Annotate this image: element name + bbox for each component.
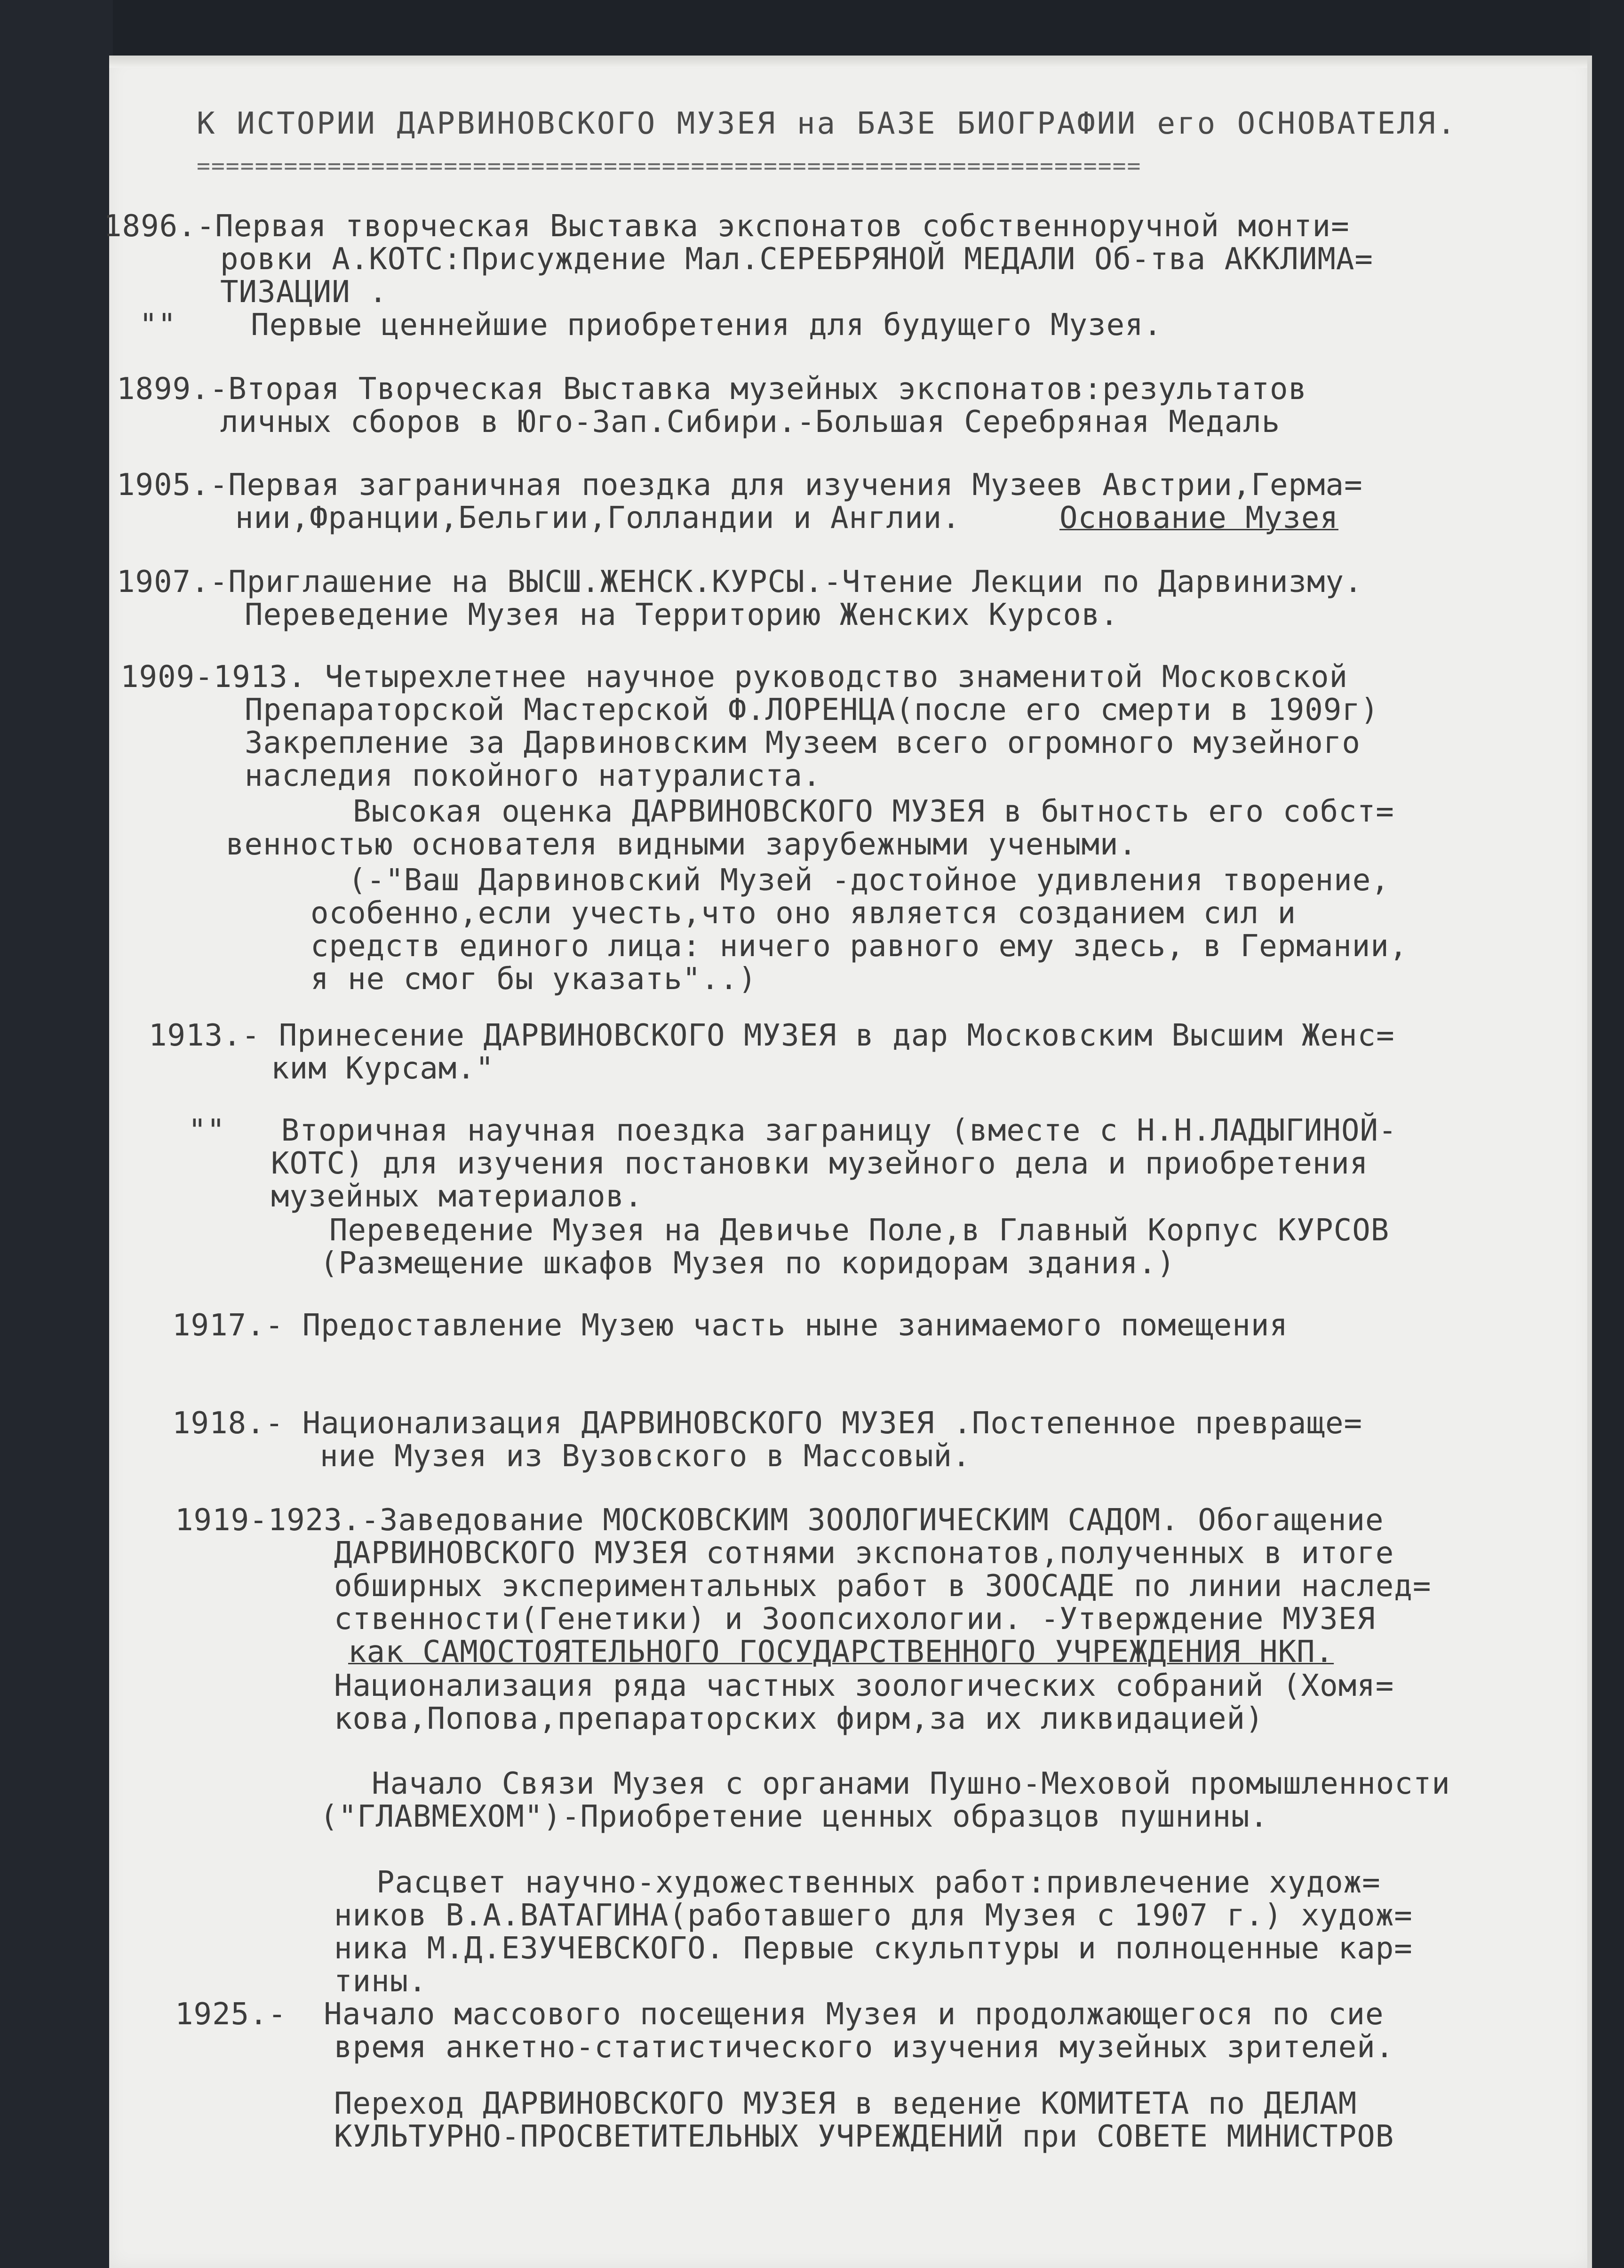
- entry-1925-line-2: время анкетно-статистического изучения музейных зрителей.: [334, 2030, 1394, 2065]
- entry-1907-line-2: Переведение Музея на Территорию Женских Курсов.: [245, 598, 1119, 632]
- entry-1899-line-1: 1899.-Вторая Творческая Выставка музейных экспонатов:результатов: [117, 372, 1307, 407]
- entry-1896-line-4: "" Первые ценнейшие приобретения для будущего Музея.: [139, 308, 1162, 343]
- entry-1907-line-1: 1907.-Приглашение на ВЫСШ.ЖЕНСК.КУРСЫ.-Чтение Лекции по Дарвинизму.: [117, 565, 1363, 599]
- entry-1919-line-11: ников В.А.ВАТАГИНА(работавшего для Музея с 1907 г.) худож=: [334, 1898, 1413, 1933]
- entry-1919-line-12: ника М.Д.ЕЗУЧЕВСКОГО. Первые скульптуры и полноценные кар=: [334, 1931, 1413, 1966]
- title-double-rule: =================================================================: [197, 153, 1142, 179]
- entry-1919-line-2: ДАРВИНОВСКОГО МУЗЕЯ сотнями экспонатов,полученных в итоге: [334, 1536, 1394, 1571]
- entry-1913b-line-4: Переведение Музея на Девичье Поле,в Главный Корпус КУРСОВ: [329, 1213, 1390, 1248]
- entry-1899-line-2: личных сборов в Юго-Зап.Сибири.-Большая Серебряная Медаль: [220, 405, 1281, 439]
- entry-1909-line-1: 1909-1913. Четырехлетнее научное руководство знаменитой Московской: [120, 660, 1348, 695]
- entry-1917-line-1: 1917.- Предоставление Музею часть ныне занимаемого помещения: [172, 1308, 1288, 1343]
- scan-backdrop-right: [1590, 0, 1624, 2268]
- entry-1913b-line-2: КОТС) для изучения постановки музейного дела и приобретения: [271, 1146, 1369, 1181]
- page-title: К ИСТОРИИ ДАРВИНОВСКОГО МУЗЕЯ на БАЗЕ БИОГРАФИИ его ОСНОВАТЕЛЯ.: [197, 106, 1457, 141]
- entry-1909-line-5: Высокая оценка ДАРВИНОВСКОГО МУЗЕЯ в бытность его собст=: [353, 794, 1394, 829]
- entry-1919-line-9: ("ГЛАВМЕХОМ")-Приобретение ценных образцов пушнины.: [320, 1799, 1269, 1834]
- paper-top-fold: [109, 56, 1590, 68]
- entry-1909-quote-line-1: (-"Ваш Дарвиновский Музей -достойное удивления творение,: [348, 863, 1390, 898]
- entry-1909-line-2: Препараторской Мастерской Ф.ЛОРЕНЦА(после его смерти в 1909г): [245, 693, 1379, 727]
- entry-1919-line-13: тины.: [334, 1964, 427, 1999]
- entry-1909-line-3: Закрепление за Дарвиновским Музеем всего огромного музейного: [245, 726, 1361, 760]
- entry-1925-line-4: КУЛЬТУРНО-ПРОСВЕТИТЕЛЬНЫХ УЧРЕЖДЕНИЙ при СОВЕТЕ МИНИСТРОВ: [334, 2119, 1394, 2154]
- entry-1919-line-5-underlined: как САМОСТОЯТЕЛЬНОГО ГОСУДАРСТВЕННОГО УЧРЕЖДЕНИЯ НКП.: [348, 1635, 1334, 1669]
- entry-1896-line-1: 1896.-Первая творческая Выставка экспонатов собственноручной монти=: [103, 209, 1350, 244]
- entry-1896-line-3: ТИЗАЦИИ .: [220, 275, 388, 310]
- entry-1925-line-3: Переход ДАРВИНОВСКОГО МУЗЕЯ в ведение КОМИТЕТА по ДЕЛАМ: [334, 2086, 1357, 2121]
- entry-1919-line-8: Начало Связи Музея с органами Пушно-Меховой промышленности: [372, 1766, 1450, 1801]
- paper-right-edge: [1587, 56, 1592, 2268]
- entry-1925-line-1: 1925.- Начало массового посещения Музея и продолжающегося по сие: [175, 1997, 1384, 2032]
- entry-1905-founding-underlined: Основание Музея: [1059, 501, 1338, 535]
- entry-1919-line-10: Расцвет научно-художественных работ:привлечение худож=: [376, 1865, 1381, 1900]
- entry-1919-line-4: ственности(Генетики) и Зоопсихологии. -Утверждение МУЗЕЯ: [334, 1602, 1376, 1637]
- entry-1909-quote-line-3: средств единого лица: ничего равного ему здесь, в Германии,: [310, 929, 1408, 964]
- entry-1909-line-4: наследия покойного натуралиста.: [245, 759, 821, 793]
- entry-1913-line-1: 1913.- Принесение ДАРВИНОВСКОГО МУЗЕЯ в дар Московским Высшим Женс=: [149, 1018, 1395, 1053]
- entry-1909-line-6: венностью основателя видными зарубежными учеными.: [226, 827, 1138, 862]
- entry-1909-quote-line-2: особенно,если учесть,что оно является созданием сил и: [310, 896, 1297, 931]
- entry-1913-line-2: ким Курсам.": [271, 1051, 494, 1086]
- entry-1905-line-1: 1905.-Первая заграничная поездка для изучения Музеев Австрии,Герма=: [117, 468, 1363, 503]
- entry-1913b-line-1: "" Вторичная научная поездка заграницу (вместе с Н.Н.ЛАДЫГИНОЙ-: [188, 1113, 1397, 1148]
- entry-1896-line-2: ровки А.КОТС:Присуждение Мал.СЕРЕБРЯНОЙ МЕДАЛИ Об-тва АККЛИМА=: [220, 242, 1373, 277]
- entry-1909-quote-line-4: я не смог бы указать"..): [310, 962, 757, 997]
- entry-1918-line-1: 1918.- Национализация ДАРВИНОВСКОГО МУЗЕЯ .Постепенное превраще=: [172, 1406, 1362, 1441]
- entry-1919-line-1: 1919-1923.-Заведование МОСКОВСКИМ ЗООЛОГИЧЕСКИМ САДОМ. Обогащение: [175, 1503, 1384, 1538]
- entry-1913b-line-5: (Размещение шкафов Музея по коридорам здания.): [320, 1246, 1176, 1281]
- entry-1919-line-7: кова,Попова,препараторских фирм,за их ликвидацией): [334, 1701, 1264, 1736]
- entry-1919-line-3: обширных экспериментальных работ в ЗООСАДЕ по линии наслед=: [334, 1569, 1432, 1604]
- entry-1905-line-2: нии,Франции,Бельгии,Голландии и Англии.: [235, 501, 961, 535]
- entry-1918-line-2: ние Музея из Вузовского в Массовый.: [320, 1439, 971, 1474]
- scan-backdrop-left: [0, 0, 113, 2268]
- entry-1913b-line-3: музейных материалов.: [271, 1179, 643, 1214]
- entry-1919-line-6: Национализация ряда частных зоологических собраний (Хомя=: [334, 1669, 1394, 1703]
